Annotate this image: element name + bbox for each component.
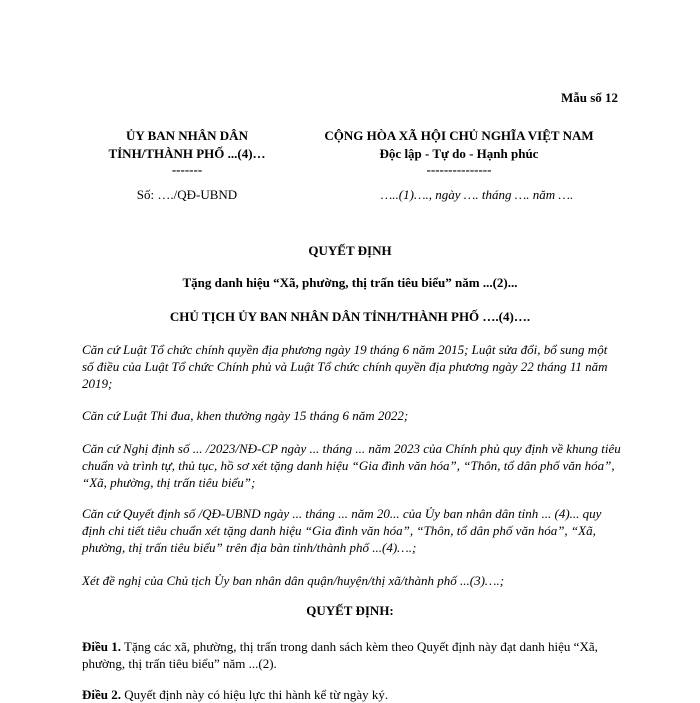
legal-basis-4: Căn cứ Quyết định số /QĐ-UBND ngày ... tháng ... năm 20... của Ủy ban nhân dân tỉnh ... (4)... quy định chi tiết tiêu chuẩn xét tặng danh hiệu “Gia đình văn hóa”, “Thôn, tổ dân phố văn hóa”, “Xã, phường, thị trấn tiêu biểu” trên địa bàn tỉnh/thành phố ...(4)….; (82, 506, 602, 555)
document-subject: Tặng danh hiệu “Xã, phường, thị trấn tiêu biểu” năm ...(2)... (182, 275, 518, 290)
article-1-text: Tặng các xã, phường, thị trấn trong danh sách kèm theo Quyết định này đạt danh hiệu “Xã, phường, thị trấn tiêu biểu” năm ...(2). (82, 639, 598, 671)
place-and-date: …..(1)…., ngày …. tháng …. năm …. (380, 187, 574, 202)
article-1 (82, 638, 622, 672)
document-type-title: QUYẾT ĐỊNH (308, 243, 392, 258)
motto-separator: --------------- (426, 162, 492, 177)
legal-basis-3: Căn cứ Nghị định số ... /2023/NĐ-CP ngày ... tháng ... năm 2023 của Chính phủ quy định về khung tiêu chuẩn và trình tự, thủ tục, hồ sơ xét tặng danh hiệu “Gia đình văn hóa”, “Thôn, tổ dân phố văn hóa”, “Xã, phường, thị trấn tiêu biểu”; (82, 441, 621, 490)
issuing-agency-line2: TỈNH/THÀNH PHỐ ...(4)… (108, 146, 266, 161)
legal-basis-1: Căn cứ Luật Tổ chức chính quyền địa phương ngày 19 tháng 6 năm 2015; Luật sửa đổi, bổ sung một số điều của Luật Tổ chức Chính phủ và Luật Tổ chức chính quyền địa phương ngày 22 tháng 11 năm 2019; (82, 342, 608, 391)
document-number: Số: …./QĐ-UBND (136, 187, 238, 202)
form-number: Mẫu số 12 (560, 90, 618, 105)
agency-separator: ------- (171, 162, 203, 177)
article-2 (82, 686, 622, 703)
national-motto: Độc lập - Tự do - Hạnh phúc (379, 146, 539, 161)
issuing-agency-line1: ỦY BAN NHÂN DÂN (126, 128, 248, 143)
article-2-text: Quyết định này có hiệu lực thi hành kể từ ngày ký. (121, 687, 389, 702)
legal-basis-2: Căn cứ Luật Thi đua, khen thưởng ngày 15 tháng 6 năm 2022; (82, 408, 409, 423)
issuer-title: CHỦ TỊCH ỦY BAN NHÂN DÂN TỈNH/THÀNH PHỐ ….(4)…. (169, 309, 531, 324)
proposal-basis: Xét đề nghị của Chủ tịch Ủy ban nhân dân quận/huyện/thị xã/thành phố ...(3)….; (82, 573, 505, 588)
article-1-label: Điều 1. (82, 639, 121, 654)
article-2-label: Điều 2. (82, 687, 121, 702)
national-title: CỘNG HÒA XÃ HỘI CHỦ NGHĨA VIỆT NAM (324, 128, 594, 143)
decision-heading: QUYẾT ĐỊNH: (306, 603, 394, 618)
